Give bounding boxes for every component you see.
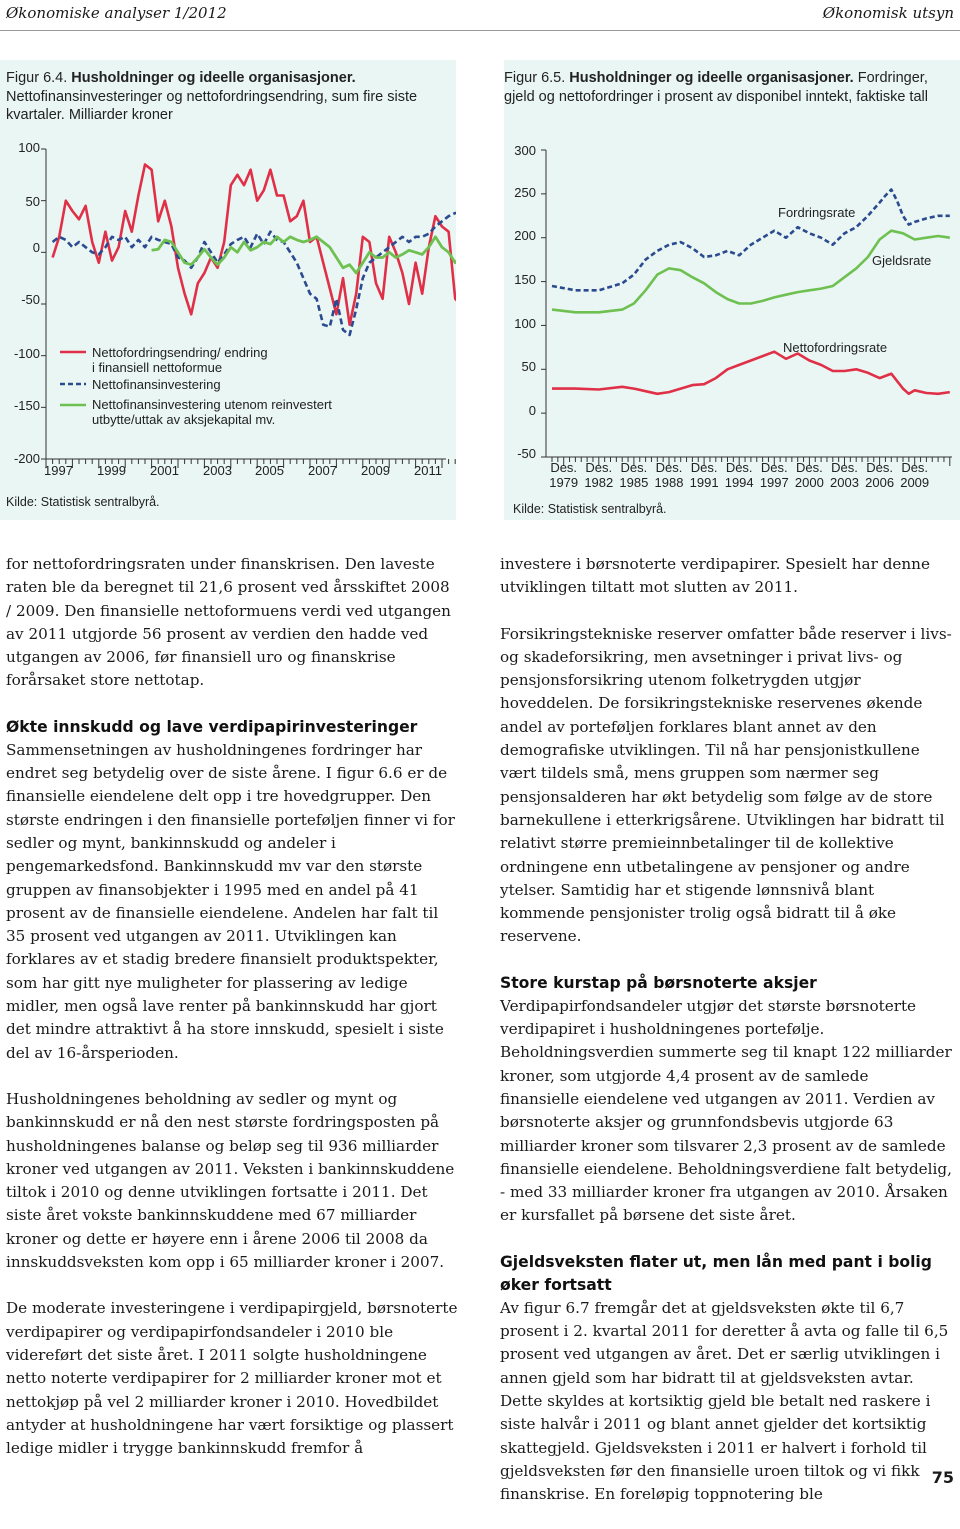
x-tick-label: 2003 (203, 463, 232, 478)
figure-6-5-source: Kilde: Statistisk sentralbyrå. (513, 502, 667, 516)
y-tick-label: -100 (13, 346, 40, 361)
series-line-1 (53, 165, 456, 325)
x-tick-label: Des. 1988 (654, 460, 684, 490)
x-tick-label: Des. 1979 (549, 460, 579, 490)
series-line-2 (53, 213, 456, 335)
figure-6-4-title: Figur 6.4. Husholdninger og ideelle organisasjoner. Nettofinansinvesteringer og nettofordringsendring, sum fire siste kvartaler. Milliarder kroner (6, 70, 418, 123)
figure-6-5-chart (504, 60, 960, 520)
y-tick-label: 100 (514, 316, 536, 331)
paragraph: Av figur 6.7 fremgår det at gjeldsveksten økte til 6,7 prosent i 2. kvartal 2011 for deretter å avta og falle til 6,5 prosent ved utgangen av året. Det er særlig utviklingen i annen gjeld som har bidratt til at gjeldsveksten avtar. Dette skyldes at kortsiktig gjeld ble betalt ned raskere i siste halvår i 2011 og blant annet gjelder det kortsiktig skattegjeld. Gjeldsveksten i 2011 er halvert i forhold til gjeldsveksten før den finansielle uroen tiltok og vi fikk finanskrise. En foreløpig toppnotering ble (500, 1298, 949, 1504)
section-heading: Økte innskudd og lave verdipapirinvesteringer (6, 717, 418, 736)
paragraph: Sammensetningen av husholdningenes fordringer har endret seg betydelig over de siste årene. I figur 6.6 er de finansielle eiendelene delt opp i tre hovedgrupper. Den største endringen i den finansielle porteføljen finner vi for sedler og mynt, bankinnskudd og andeler i pengemarkedsfond. Bankinnskudd mv var den største gruppen av finansobjekter i 1995 med en andel på 41 prosent av de finansielle eiendelene. Andelen har falt til 35 prosent ved utgangen av 2011. Utviklingen kan forklares av et stadig bredere finansielt produktspekter, som har gitt nye muligheter for plassering av ledige midler, men også lave renter på bankinnskudd har gjort det mindre attraktivt å ha store innskudd, spesielt i siste del av 16-årsperioden. (6, 740, 455, 1062)
y-tick-label: 50 (521, 359, 536, 374)
x-tick-label: 2005 (255, 463, 284, 478)
section-heading: Gjeldsveksten flater ut, men lån med pant i bolig øker fortsatt (500, 1252, 932, 1294)
paragraph: for nettofordringsraten under finanskrisen. Den laveste raten ble da beregnet til 21,6 prosent ved årsskiftet 2008 / 2009. Den finansielle nettoformuens verdi ved utgangen av 2011 utgjorde 56 prosent av verdien den hadde ved utgangen av 2006, før finansiell uro og finanskrise forårsaket store nettotap. (6, 555, 451, 690)
y-tick-label: 0 (528, 403, 536, 418)
x-tick-label: 2001 (150, 463, 179, 478)
y-tick-label: 300 (514, 143, 536, 158)
x-tick-label: Des. 2006 (865, 460, 895, 490)
x-tick-label: Des. 1985 (619, 460, 649, 490)
running-header (0, 0, 960, 31)
text-column-right (500, 553, 952, 1529)
page-number: 75 (931, 1468, 954, 1487)
x-tick-label: 2011 (414, 463, 442, 478)
figure-6-5-title: Figur 6.5. Husholdninger og ideelle organisasjoner. Fordringer, gjeld og nettofordringer i prosent av disponibel inntekt, faktiske tall (504, 70, 928, 105)
y-tick-label: 0 (32, 240, 40, 255)
series-label-nettofordringsrate: Nettofordringsrate (783, 340, 888, 355)
y-tick-label: -50 (21, 292, 40, 307)
x-tick-label: Des. 1997 (759, 460, 789, 490)
y-tick-label: 250 (514, 185, 536, 200)
series-label-fordringsrate: Fordringsrate (778, 205, 856, 220)
x-tick-label: Des. 1994 (724, 460, 754, 490)
y-tick-label: 100 (18, 140, 40, 155)
y-tick-label: 150 (514, 272, 536, 287)
paragraph: Verdipapirfondsandeler utgjør det største børsnoterte verdipapiret i husholdningenes portefølje. Beholdningsverdien summerte seg til knapt 122 milliarder kroner, som utgjorde 4,4 prosent av de samlede finansielle eiendelene ved utgangen av 2011. Verdien av børsnoterte aksjer og grunnfondsbevis utgjorde 63 milliarder kroner som tilsvarer 2,3 prosent av de samlede finansielle eiendelene. Beholdningsverdiene falt betydelig, - med 33 milliarder kroner fra utgangen av 2010. Årsaken er kursfallet på børsene det siste året. (500, 996, 952, 1225)
text-column-left (6, 553, 458, 1483)
x-tick-label: 1997 (44, 463, 73, 478)
paragraph: investere i børsnoterte verdipapirer. Spesielt har denne utviklingen tiltatt mot slutten av 2011. (500, 555, 930, 597)
x-tick-label: 2007 (308, 463, 337, 478)
series-line-1 (552, 190, 950, 291)
paragraph: Forsikringstekniske reserver omfatter både reserver i livs- og skadeforsikring, men avsetninger i privat livs- og pensjonsforsikring utenom folketrygden utgjør hoveddelen. De forsikringstekniske reservenes økende andel av porteføljen forklares blant annet av den demografiske utviklingen. Til nå har pensjonistkullene vært tildels små, mens gruppen som nærmer seg pensjonsalderen har økt betydelig som følge av de store barnekullene i etterkrigsårene. Utviklingen har bidratt til relativt større premieinnbetalinger til de kollektive ordningene enn utbetalingene av pensjoner og andre ytelser. Samtidig har et stigende lønnsnivå blant kommende pensjonister trolig også bidratt til å øke reservene. (500, 624, 952, 946)
x-tick-label: Des. 1982 (584, 460, 614, 490)
section-title: Økonomisk utsyn (822, 4, 954, 22)
legend-item-s2: Nettofinansinvestering (92, 377, 221, 392)
legend-swatches (60, 340, 90, 420)
figure-6-4-source: Kilde: Statistisk sentralbyrå. (6, 495, 160, 509)
journal-title: Økonomiske analyser 1/2012 (6, 4, 227, 22)
x-tick-label: Des. 1991 (689, 460, 719, 490)
y-tick-label: 50 (25, 194, 40, 209)
y-tick-label: -200 (13, 451, 40, 466)
x-tick-label: Des. 2003 (830, 460, 859, 490)
figure-6-4-chart (0, 60, 456, 520)
legend-item-s1: Nettofordringsendring/ endring i finansiell nettoformue (92, 345, 268, 375)
x-tick-label: 1999 (97, 463, 126, 478)
x-tick-label: Des. 2000 (794, 460, 824, 490)
series-label-gjeldsrate: Gjeldsrate (872, 253, 932, 268)
paragraph: Husholdningenes beholdning av sedler og mynt og bankinnskudd er nå den nest største fordringsposten på husholdningenes balanse og beløp seg til 936 milliarder kroner ved utgangen av 2011. Veksten i bankinnskuddene tiltok i 2010 og denne utviklingen fortsatte i 2011. Det siste året vokste bankinnskuddene med 67 milliarder kroner og dette er høyere enn i årene 2006 til 2008 da innskuddsveksten kom opp i 65 milliarder kroner i 2007. (6, 1089, 455, 1272)
y-tick-label: 200 (514, 228, 536, 243)
legend-item-s3: Nettofinansinvestering utenom reinvestert utbytte/uttak av aksjekapital mv. (92, 397, 332, 427)
y-tick-label: -150 (13, 398, 40, 413)
series-line-2 (552, 231, 950, 313)
x-tick-label: 2009 (361, 463, 390, 478)
y-tick-label: -50 (517, 446, 536, 461)
x-tick-label: Des. 2009 (900, 460, 930, 490)
series-line-3 (552, 352, 950, 394)
section-heading: Store kurstap på børsnoterte aksjer (500, 973, 817, 992)
paragraph: De moderate investeringene i verdipapirgjeld, børsnoterte verdipapirer og verdipapirfondsandeler i 2010 ble videreført det siste året. I 2011 solgte husholdningene netto noterte verdipapirer for 2 milliarder kroner mot et nettokjøp på vel 2 milliarder kroner i 2010. Hovedbildet antyder at husholdningene har vært forsiktige og plassert ledige midler i trygge bankinnskudd fremfor å (6, 1299, 458, 1458)
